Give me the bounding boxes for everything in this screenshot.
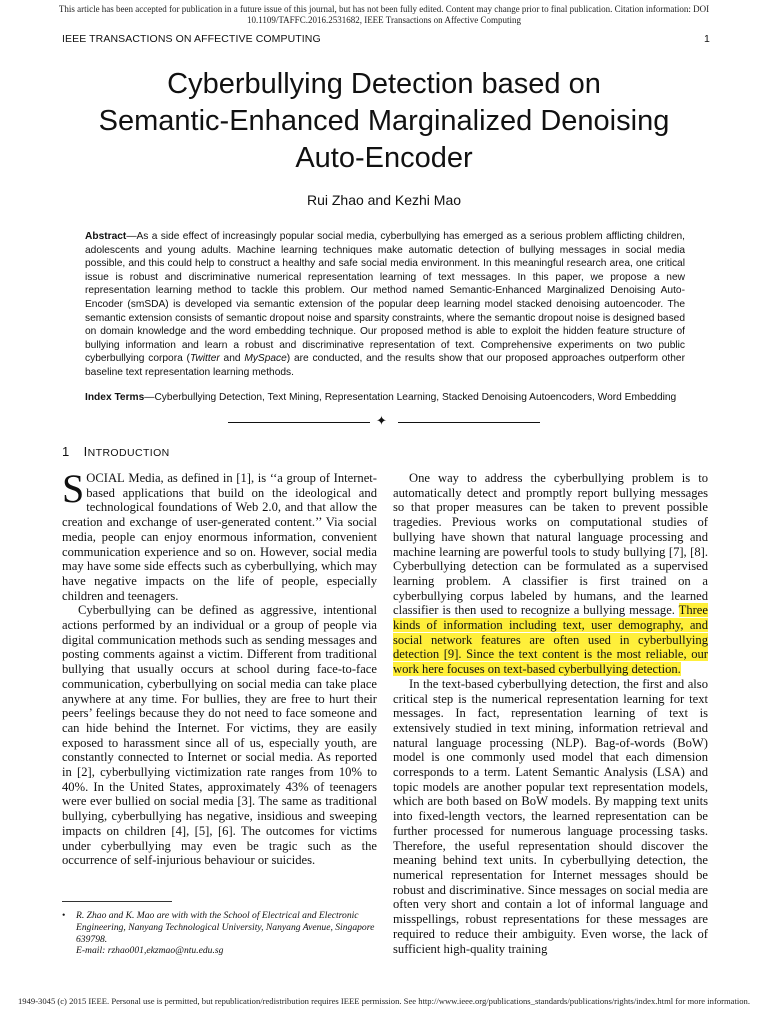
index-terms-text: —Cyberbullying Detection, Text Mining, Representation Learning, Stacked Denoising Autoencoders, Word Embedding [144,392,677,403]
left-paragraph-1-text: Media, as defined in [1], is ‘‘a group of Internet-based applications that build on the ideological and technological foundations of Web 2.0, and that allow the creation and exchange of user-generated content.’’ Via social media, people can enjoy enormous information, convenient communication experience and so on. However, social media may have some side effects such as cyberbullying, which may have negative impacts on the life of people, especially children and teenagers. [62,471,377,603]
author-footnote [62,910,377,957]
abstract-myspace: MySpace [244,353,287,365]
title-line-1: Cyberbullying Detection based on [167,68,601,100]
section-divider [228,414,540,429]
journal-name: IEEE TRANSACTIONS ON AFFECTIVE COMPUTING [62,33,321,45]
right-paragraph-1-text: One way to address the cyberbullying problem is to automatically detect and promptly report bullying messages so that proper measures can be taken to prevent possible tragedies. Previous works on computational studies of bullying have shown that natural language processing and machine learning are powerful tools to study bullying [7], [8]. Cyberbullying detection can be formulated as a supervised learning problem. A classifier is first trained on a cyberbullying corpus labeled by humans, and the learned classifier is then used to recognize a bullying message. [393,471,708,618]
running-header [62,33,710,45]
abstract-label: Abstract [85,231,127,242]
drop-cap: S [62,466,85,511]
publication-notice: This article has been accepted for publication in a future issue of this journal, but has not been fully edited. Content may change prior to final publication. Citation information: DOI 10.1109/TAFFC.2016.2531682, IEEE Transactions on Affective Computing [58,4,710,25]
section-heading [62,444,170,459]
left-paragraph-2: Cyberbullying can be defined as aggressive, intentional actions performed by an individual or a group of people via digital communication methods such as sending messages and posting comments against a victim. Different from traditional bullying that usually occurs at school during face-to-face communication, cyberbullying on social media can take place anywhere at any time. For bullies, they are free to hurt their peers’ feelings because they do not need to face someone and can hide behind the Internet. For victims, they are easily exposed to harassment since all of us, especially youth, are constantly connected to Internet or social media. As reported in [2], cyberbullying victimization rate ranges from 10% to 40%. In the United States, approximately 43% of teenagers were ever bullied on social media [3]. The same as traditional bullying, cyberbullying has negative, insidious and sweeping impacts on children [4], [5], [6]. The outcomes for victims under cyberbullying may even be tragic such as the occurrence of self-injurious behaviour or suicides. [62,603,377,868]
right-column [393,471,708,956]
abstract-and: and [219,353,245,365]
highlighted-passage: Three kinds of information including text, user demography, and social network features are often used in cyberbullying detection [9]. Since the text content is the most reliable, our work here focuses on text-based cyberbullying detection. [393,603,708,677]
abstract-twitter: Twitter [189,353,220,365]
divider-line-right [398,422,540,423]
copyright-notice: 1949-3045 (c) 2015 IEEE. Personal use is permitted, but republication/redistribution requires IEEE permission. See http://www.ieee.org/publications_standards/publications/rights/index.html for more information. [18,996,750,1006]
left-paragraph-1 [62,466,377,603]
title-line-3: Auto-Encoder [295,142,473,174]
footnote-email: E-mail: rzhao001,ekzmao@ntu.edu.sg [76,945,224,957]
section-number: 1 [62,444,70,459]
abstract [85,230,685,380]
left-column [62,466,377,868]
index-terms [85,391,685,405]
right-paragraph-1 [393,471,708,677]
footnote-affiliation: R. Zhao and K. Mao are with with the School of Electrical and Electronic Engineering, Nanyang Technological University, Nanyang Avenue, Singapore 639798. [76,910,375,945]
right-paragraph-2: In the text-based cyberbullying detection, the first and also critical step is the numerical representation learning for text messages. In fact, representation learning of text is extensively studied in text mining, information retrieval and natural language processing (NLP). Bag-of-words (BoW) model is one commonly used model that each dimension corresponds to a term. Latent Semantic Analysis (LSA) and topic models are another popular text representation models, which are both based on BoW models. By mapping text units into fixed-length vectors, the learned representation can be further processed for numerous language processing tasks. Therefore, the useful representation should discover the meaning behind text units. In cyberbullying detection, the numerical representation for Internet messages should be robust and discriminative. Since messages on social media are often very short and contain a lot of informal language and misspellings, robust representations for these messages are required to reduce their ambiguity. Even worse, the lack of sufficient high-quality training [393,676,708,956]
section-title-rest: NTRODUCTION [87,447,170,459]
abstract-text-a: —As a side effect of increasingly popular social media, cyberbullying has emerged as a serious problem afflicting children, adolescents and young adults. Machine learning techniques make automatic detection of bullying messages in social media possible, and this could help to construct a healthy and safe social media environment. In this meaningful research area, one critical issue is robust and discriminative numerical representation learning of text messages. In this paper, we propose a new representation learning method to tackle this problem. Our method named Semantic-Enhanced Marginalized Denoising Auto-Encoder (smSDA) is developed via semantic extension of the popular deep learning model stacked denoising autoencoder. The semantic extension consists of semantic dropout noise and sparsity constraints, where the semantic dropout noise is designed based on domain knowledge and the word embedding technique. Our proposed method is able to exploit the hidden feature structure of bullying information and learn a robust and discriminative representation of text. Comprehensive experiments on two public cyberbullying corpora ( [85,231,685,365]
page-number: 1 [704,33,710,45]
title-line-2: Semantic-Enhanced Marginalized Denoising [98,105,670,137]
index-terms-label: Index Terms [85,392,145,403]
authors: Rui Zhao and Kezhi Mao [306,192,462,208]
divider-line-left [228,422,370,423]
small-caps-word: OCIAL [86,471,125,485]
paper-title [60,66,708,177]
footnote-bullet-icon: • [62,910,66,921]
divider-star-icon: ✦ [376,414,387,429]
abstract-text-b: ) are conducted, and the results show that our proposed approaches outperform other baseline text representation learning methods. [85,353,685,378]
section-title-initial: I [83,444,88,459]
footnote-rule [62,901,172,902]
